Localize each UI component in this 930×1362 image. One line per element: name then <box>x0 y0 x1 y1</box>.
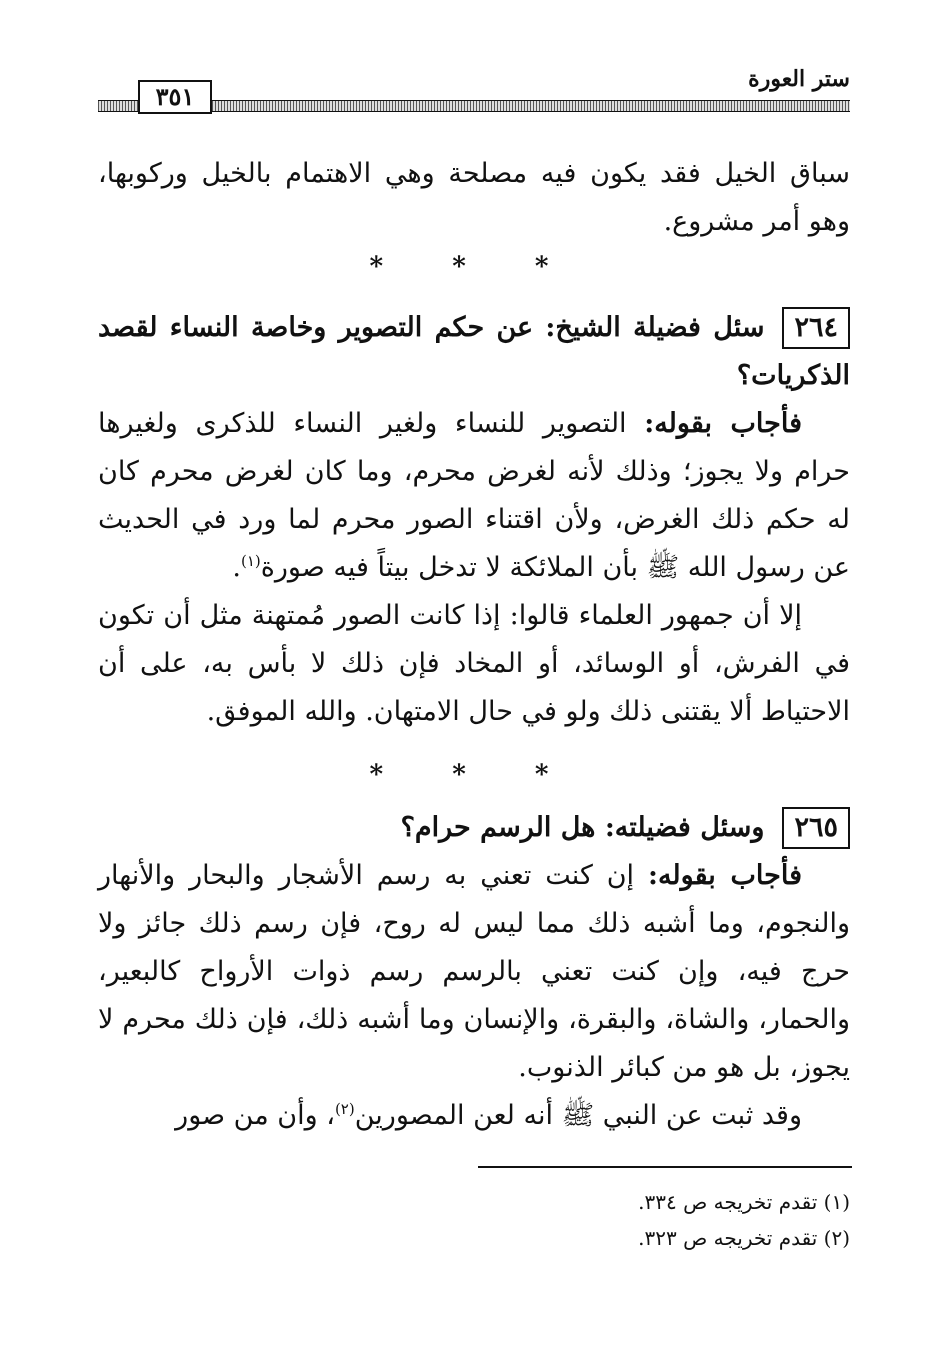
footnotes <box>98 1184 850 1256</box>
footnote-item: (٢) تقدم تخريجه ص ٣٢٣. <box>638 1226 850 1250</box>
answer-text: إن كنت تعني به رسم الأشجار والبحار والأنهار والنجوم، وما أشبه ذلك مما ليس له روح، فإن رسم ذلك جائز ولا حرج فيه، وإن كنت تعني بالرسم رسم ذوات الأرواح كالبعير، والحمار، والشاة، والبقرة، والإنسان وما أشبه ذلك، فإن ذلك محرم لا يجوز، بل هو من كبائر الذنوب. <box>98 860 850 1083</box>
footnote-item: (١) تقدم تخريجه ص ٣٣٤. <box>638 1190 850 1214</box>
footnote-divider <box>478 1166 852 1168</box>
answer-paragraph <box>98 400 850 592</box>
footnote-ref: (٢) <box>334 1100 355 1118</box>
answer-paragraph <box>98 852 850 1092</box>
answer-label: فأجاب بقوله: <box>647 860 802 891</box>
question-265-heading <box>98 804 850 852</box>
question-text: سئل فضيلة الشيخ: عن حكم التصوير وخاصة النساء لقصد الذكريات؟ <box>98 312 850 391</box>
question-number: ٢٦٤ <box>782 307 850 349</box>
intro-paragraph <box>98 150 850 246</box>
question-text: وسئل فضيلته: هل الرسم حرام؟ <box>400 812 765 843</box>
footnote-ref: (١) <box>240 552 261 570</box>
page-number: ٣٥١ <box>138 80 212 114</box>
section-separator: * * * <box>369 252 579 282</box>
chapter-title: ستر العورة <box>748 66 850 92</box>
intro-text: سباق الخيل فقد يكون فيه مصلحة وهي الاهتمام بالخيل وركوبها، وهو أمر مشروع. <box>98 158 850 237</box>
section-separator: * * * <box>369 760 579 790</box>
question-264-heading <box>98 304 850 400</box>
answer-text: التصوير للنساء ولغير النساء للذكرى ولغيرها حرام ولا يجوز؛ وذلك لأنه لغرض محرم، وما كان لغرض محرم كان له حكم ذلك الغرض، ولأن اقتناء الصور محرم لما ورد في الحديث عن رسول الله ﷺ بأن الملائكة لا تدخل بيتاً فيه صورة <box>98 408 850 583</box>
answer-paragraph <box>98 1092 850 1140</box>
question-264 <box>98 304 850 736</box>
answer-text: وقد ثبت عن النبي ﷺ أنه لعن المصورين <box>354 1100 802 1131</box>
answer-paragraph: إلا أن جمهور العلماء قالوا: إذا كانت الصور مُمتهنة مثل أن تكون في الفرش، أو الوسائد، أو المخاد فإن ذلك لا بأس به، على أن الاحتياط ألا يقتنى ذلك ولو في حال الامتهان. والله الموفق. <box>98 600 850 727</box>
question-265 <box>98 804 850 1140</box>
question-number: ٢٦٥ <box>782 807 850 849</box>
answer-end: ، وأن من صور <box>175 1100 335 1131</box>
answer-label: فأجاب بقوله: <box>644 408 802 439</box>
answer-end: . <box>232 552 241 583</box>
running-header <box>98 62 850 120</box>
